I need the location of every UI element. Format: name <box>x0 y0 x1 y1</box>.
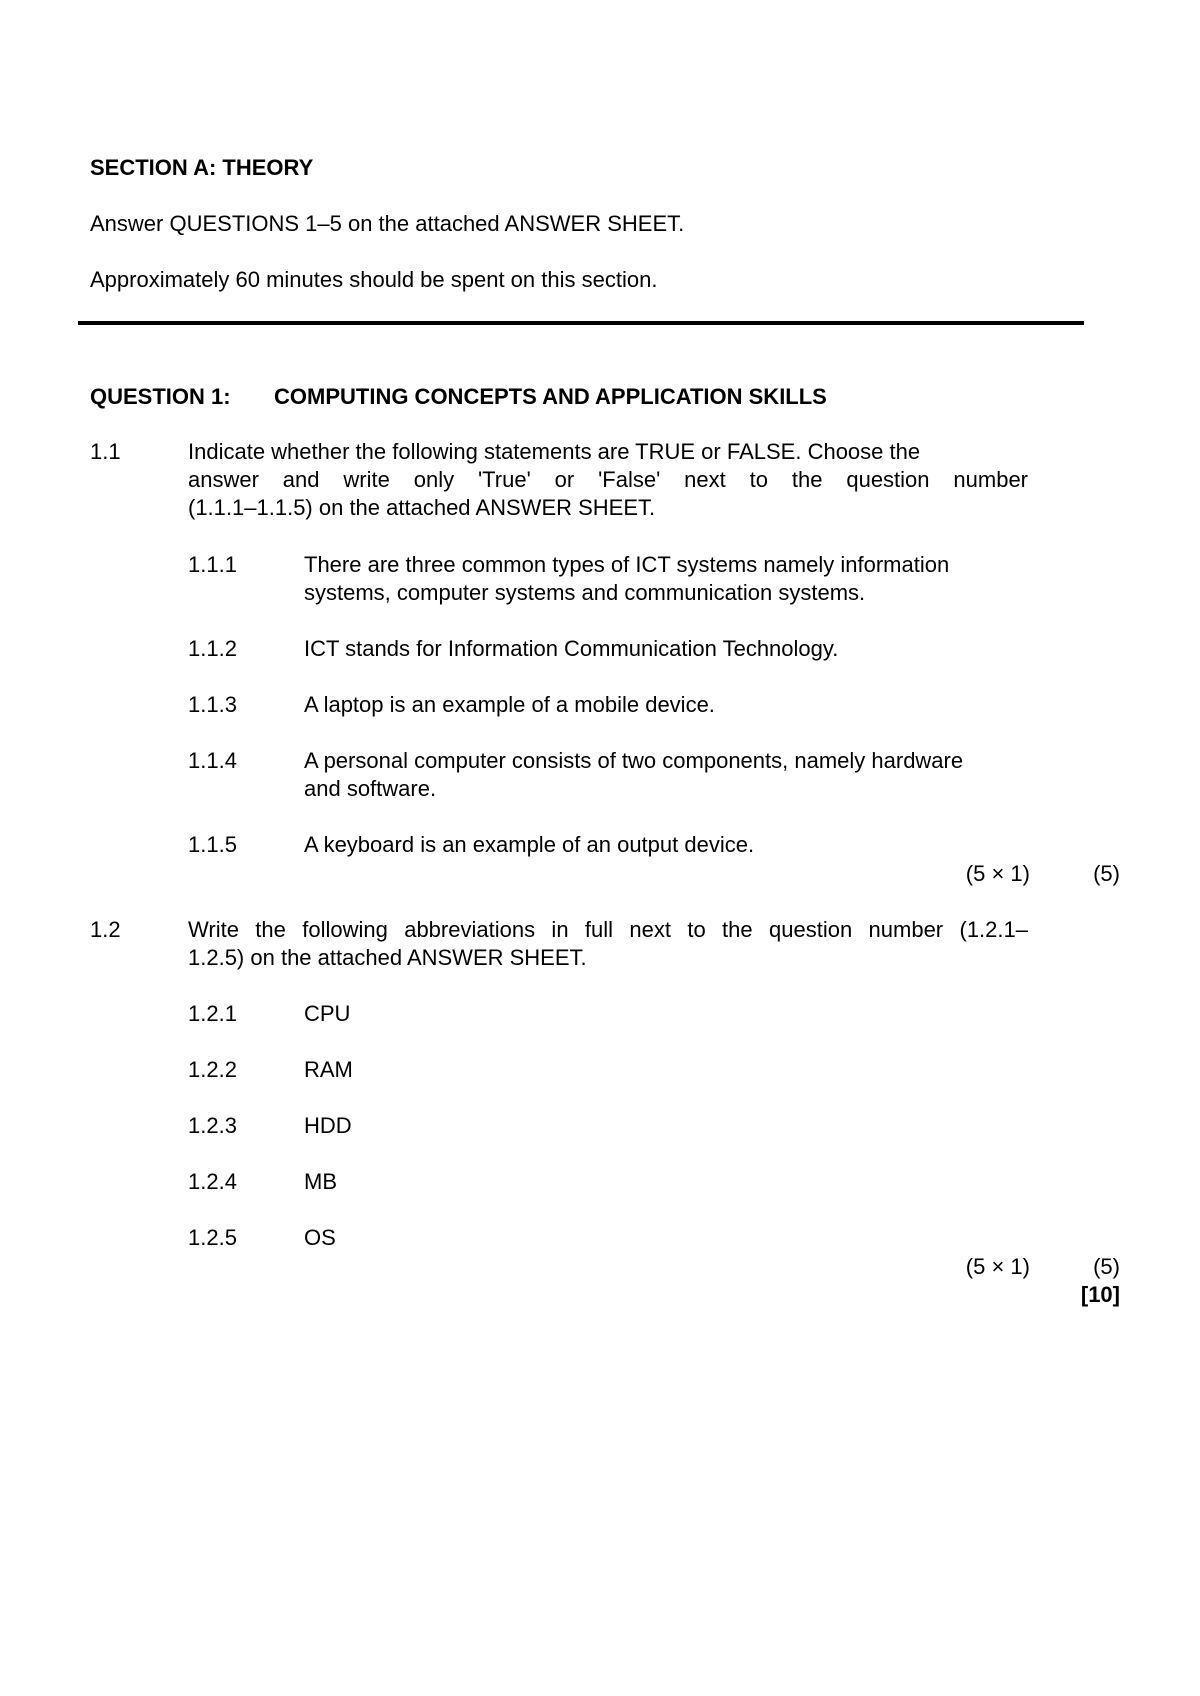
q1-1-2-line1: ICT stands for Information Communication Technology. <box>304 636 839 661</box>
q1-2-5-number: 1.2.5 <box>188 1225 237 1250</box>
q1-1-4-number: 1.1.4 <box>188 748 237 773</box>
q1-2-1-number: 1.2.1 <box>188 1001 237 1026</box>
q1-1-5-line1: A keyboard is an example of an output device. <box>304 832 755 857</box>
q1-2-text-line1: Write the following abbreviations in full next to the question number (1.2.1– <box>188 917 1028 942</box>
q1-1-number: 1.1 <box>90 439 121 464</box>
q1-1-5-number: 1.1.5 <box>188 832 237 857</box>
q1-2-2-number: 1.2.2 <box>188 1057 237 1082</box>
q1-2-1-term: CPU <box>304 1001 351 1026</box>
q1-1-text-line1: Indicate whether the following statements are TRUE or FALSE. Choose the <box>188 439 921 464</box>
q1-1-3-number: 1.1.3 <box>188 692 237 717</box>
q1-1-4-line2: and software. <box>304 776 437 801</box>
q1-2-3-term: HDD <box>304 1113 352 1138</box>
q1-1-1-number: 1.1.1 <box>188 552 237 577</box>
q1-2-number: 1.2 <box>90 917 121 942</box>
question-title: COMPUTING CONCEPTS AND APPLICATION SKILLS <box>274 384 827 409</box>
q1-1-1-line2: systems, computer systems and communication systems. <box>304 580 866 605</box>
section-time-note: Approximately 60 minutes should be spent on this section. <box>90 267 658 292</box>
section-title: SECTION A: THEORY <box>90 155 314 180</box>
q1-2-2-term: RAM <box>304 1057 353 1082</box>
q1-1-4-line1: A personal computer consists of two components, namely hardware <box>304 748 964 773</box>
q1-1-marks: (5) <box>1093 861 1120 886</box>
q1-1-1-line1: There are three common types of ICT systems namely information <box>304 552 950 577</box>
q1-1-text-line3: (1.1.1–1.1.5) on the attached ANSWER SHEET. <box>188 495 656 520</box>
q1-2-mark-calc: (5 × 1) <box>965 1254 1030 1279</box>
section-instruction: Answer QUESTIONS 1–5 on the attached ANSWER SHEET. <box>90 211 685 236</box>
q1-2-marks: (5) <box>1093 1254 1120 1279</box>
q1-2-4-term: MB <box>304 1169 337 1194</box>
q1-1-3-line1: A laptop is an example of a mobile device. <box>304 692 715 717</box>
q1-2-4-number: 1.2.4 <box>188 1169 237 1194</box>
q1-2-text-line2: 1.2.5) on the attached ANSWER SHEET. <box>188 945 587 970</box>
q1-1-text-line2: answer and write only 'True' or 'False' next to the question number <box>188 467 1028 492</box>
section-divider <box>78 321 1084 325</box>
q1-2-3-number: 1.2.3 <box>188 1113 237 1138</box>
question-label: QUESTION 1: <box>90 384 231 409</box>
q1-2-5-term: OS <box>304 1225 336 1250</box>
q1-1-mark-calc: (5 × 1) <box>965 861 1030 886</box>
q1-1-2-number: 1.1.2 <box>188 636 237 661</box>
question-total: [10] <box>1080 1282 1120 1307</box>
